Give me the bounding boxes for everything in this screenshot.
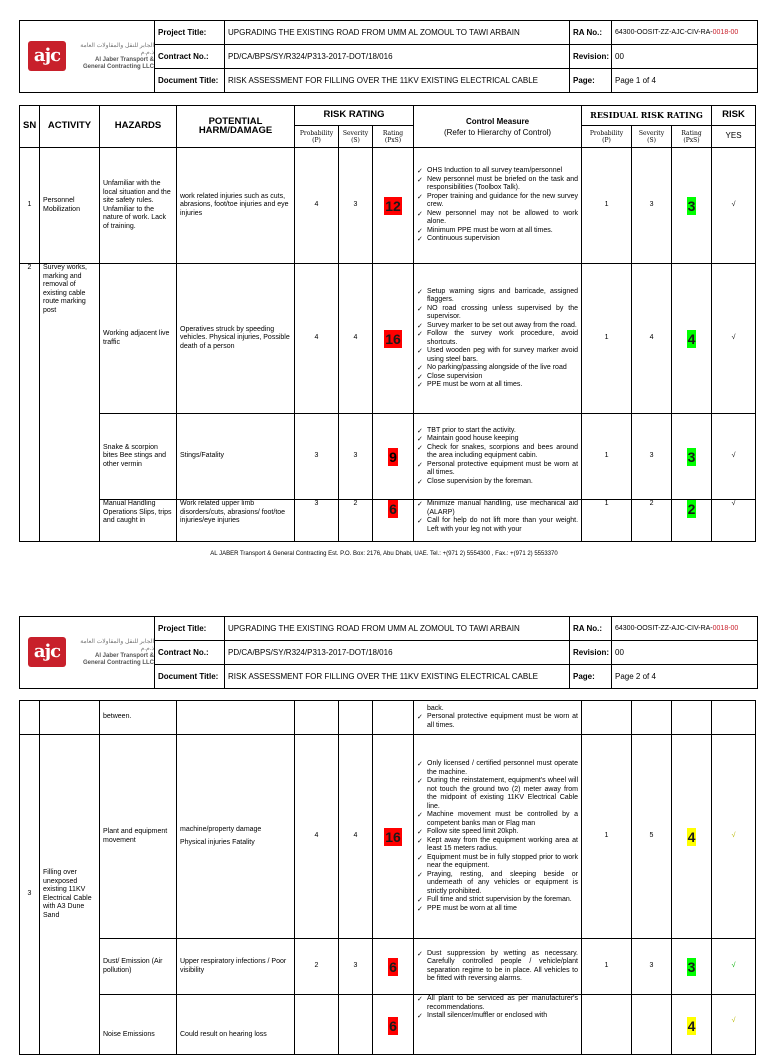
page-label: Page:	[570, 69, 612, 93]
residual-rating-badge: 4	[687, 330, 696, 347]
revision: 00	[612, 45, 758, 69]
control-item: ✓ Only licensed / certified personnel must operate the machine.	[417, 760, 578, 777]
contract-no-label: Contract No.:	[155, 45, 225, 69]
control-item: ✓ Survey marker to be set out away from the road.	[417, 322, 578, 331]
control-item: ✓ NO road crossing unless supervised by the supervisor.	[417, 305, 578, 322]
document-page-2	[0, 598, 768, 1039]
project-title-label: Project Title:	[155, 617, 225, 641]
control-item: ✓ PPE must be worn at all time	[417, 905, 578, 914]
table-row: 3 Filling over unexposed existing 11KV Electrical Cable with A3 Dune Sand Plant and equipment movement machine/property damage Physical injuries Fatality 4 4 16 ✓ Only licensed / certified personnel must operate the machine. ✓ During the reinstatement, equipment's wheel will not touch the ground two (2) meter away from the midpoint of existing 11KV Electrical Cable line. ✓ Machine movement must be controlled by a competent banks man or Flag man ✓ Follow site speed limit 20kph. ✓ Kept away from the equipment working area at least 15 meters radius. ✓ Equipment must be in fully stopped prior to work near the equipment. ✓ Praying, resting, and sleeping beside or underneath of any vehicles or equipment is strictly prohibited. ✓ Full time and strict supervision by the foreman. ✓ PPE must be worn at all time 1 5 4 √	[20, 735, 756, 939]
risk-rating-badge: 9	[389, 448, 397, 465]
table-row: Snake & scorpion bites Bee stings and other vermin Stings/Fatality 3 3 9 ✓ TBT prior to start the activity. ✓ Maintain good house keeping ✓ Check for snakes, scorpions and bees around the area including equipment cabin. ✓ Personal protective equipment must be worn at all times. ✓ Close supervision by the foreman. 1 3 3 √	[20, 414, 756, 500]
control-list	[417, 427, 578, 487]
control-item: ✓ Personal protective equipment must be worn at all times.	[417, 713, 578, 730]
control-item: ✓ Praying, resting, and sleeping beside or underneath of any vehicles or equipment is strictly prohibited.	[417, 871, 578, 897]
contract-no: PD/CA/BPS/SY/R324/P313-2017-DOT/18/016	[225, 45, 570, 69]
table-row: between. back. ✓ Personal protective equipment must be worn at all times.	[20, 701, 756, 735]
control-item: ✓ Minimize manual handling, use mechanical aid (ALARP)	[417, 500, 578, 517]
control-item: ✓ Personal protective equipment must be worn at all times.	[417, 461, 578, 478]
control-item: ✓ Minimum PPE must be worn at all times.	[417, 227, 578, 236]
ra-no-label: RA No.:	[570, 617, 612, 641]
residual-rating-badge: 3	[687, 448, 696, 465]
control-item: ✓ Used wooden peg with for survey marker avoid using steel bars.	[417, 347, 578, 364]
col-hazards: HAZARDS	[100, 106, 177, 148]
ajc-logo-mark: ajc	[28, 41, 66, 71]
col-risk-rating: RISK RATING	[295, 106, 414, 126]
risk-rating-badge: 12	[385, 197, 401, 214]
document-title-label: Document Title:	[155, 69, 225, 93]
page-number: Page 1 of 4	[612, 69, 758, 93]
col-severity: Severity (S)	[339, 126, 373, 148]
col-probability: Probability (P)	[295, 126, 339, 148]
control-item: ✓ Kept away from the equipment working area at least 15 meters radius.	[417, 837, 578, 854]
ra-no: 64300-OOSIT-ZZ-AJC-CIV-RA-0018-00	[612, 21, 758, 45]
col-res-probability: Probability (P)	[582, 126, 632, 148]
company-logo	[20, 623, 154, 683]
control-list	[417, 760, 578, 913]
logo-text: الجابر للنقل والمقاولات العامة ذ.م.م Al Jaber Transport & General Contracting LLC	[80, 42, 154, 70]
page-footer: AL JABER Transport & General Contracting Est. P.O. Box: 2176, Abu Dhabi, UAE. Tel.: +(971 2) 5554300 , Fax.: +(971 2) 5553370	[210, 551, 558, 557]
control-list	[417, 995, 578, 1021]
control-item: ✓ Continuous supervision	[417, 235, 578, 244]
logo-cell	[20, 617, 155, 689]
control-list	[417, 288, 578, 390]
control-item: ✓ New personnel must be briefed on the task and responsibilities (Toolbox Talk).	[417, 176, 578, 193]
risk-assessment-table-2	[19, 700, 756, 1055]
page-label: Page:	[570, 665, 612, 689]
project-title: UPGRADING THE EXISTING ROAD FROM UMM AL ZOMOUL TO TAWI ARBAIN	[225, 21, 570, 45]
company-logo	[20, 27, 154, 87]
residual-rating-badge: 4	[687, 828, 696, 845]
residual-rating-badge: 3	[687, 197, 696, 214]
table-row: Manual Handling Operations Slips, trips and caught in Work related upper limb disorders/cuts, abrasions/ foot/toe injuries/eye injuries 3 2 6 ✓ Minimize manual handling, use mechanical aid (ALARP) ✓ Call for help do not lift more than your weight. Left with your leg not with your 1 2 2 √	[20, 500, 756, 542]
risk-rating-badge: 16	[385, 828, 401, 845]
control-item: ✓ Proper training and guidance for the new survey crew.	[417, 193, 578, 210]
col-rating: Rating (PxS)	[373, 126, 414, 148]
ra-no-label: RA No.:	[570, 21, 612, 45]
col-res-severity: Severity (S)	[632, 126, 672, 148]
control-list	[417, 500, 578, 534]
col-harm: POTENTIAL HARM/DAMAGE	[177, 106, 295, 148]
document-title: RISK ASSESSMENT FOR FILLING OVER THE 11KV EXISTING ELECTRICAL CABLE	[225, 69, 570, 93]
ra-no: 64300-OOSIT-ZZ-AJC-CIV-RA-0018-00	[612, 617, 758, 641]
revision-label: Revision:	[570, 45, 612, 69]
control-item: ✓ Dust suppression by wetting as necessary. Carefully controlled people / vehicle/plant separation regime to be in place. All vehicles to be fitted with reversing alarms.	[417, 950, 578, 984]
logo-text: الجابر للنقل والمقاولات العامة ذ.م.م Al Jaber Transport & General Contracting LLC	[80, 638, 154, 666]
revision-label: Revision:	[570, 641, 612, 665]
control-list	[417, 950, 578, 984]
risk-rating-badge: 16	[385, 330, 401, 347]
table-row: Noise Emissions Could result on hearing loss 6 ✓ All plant to be serviced as per manufacturer's recommendations. ✓ Install silencer/muffler or enclosed with 4 √	[20, 995, 756, 1055]
table-row: 1 Personnel Mobilization Unfamiliar with the local situation and the site safety rules. Unfamiliar to the nature of work. Lack of training. work related injuries such as cuts, abrasions, foot/toe injuries and eye injuries 4 3 12 ✓ OHS Induction to all survey team/personnel ✓ New personnel must be briefed on the task and responsibilities (Toolbox Talk). ✓ Proper training and guidance for the new survey crew. ✓ New personnel may not be allowed to work alone. ✓ Minimum PPE must be worn at all times. ✓ Continuous supervision 1 3 3 √	[20, 148, 756, 264]
ajc-logo-mark: ajc	[28, 637, 66, 667]
project-title: UPGRADING THE EXISTING ROAD FROM UMM AL ZOMOUL TO TAWI ARBAIN	[225, 617, 570, 641]
table-row: Dust/ Emission (Air pollution) Upper respiratory infections / Poor visibility 2 3 6 ✓ Dust suppression by wetting as necessary. Carefully controlled people / vehicle/plant separation regime to be in place. All vehicles to be fitted with reversing alarms. 1 3 3 √	[20, 939, 756, 995]
control-list	[417, 167, 578, 244]
residual-rating-badge: 2	[687, 501, 696, 517]
document-header	[19, 616, 758, 689]
control-item: ✓ No parking/passing alongside of the live road	[417, 364, 578, 373]
control-item: ✓ PPE must be worn at all times.	[417, 381, 578, 390]
control-item: ✓ Equipment must be in fully stopped prior to work near the equipment.	[417, 854, 578, 871]
control-item: ✓ Follow the survey work procedure, avoid shortcuts.	[417, 330, 578, 347]
control-item: ✓ During the reinstatement, equipment's wheel will not touch the ground two (2) meter away from the midpoint of existing 11KV Electrical Cable line.	[417, 777, 578, 811]
control-item: ✓ TBT prior to start the activity.	[417, 427, 578, 436]
risk-rating-badge: 6	[389, 1018, 397, 1034]
document-title-label: Document Title:	[155, 665, 225, 689]
residual-rating-badge: 4	[687, 1018, 696, 1034]
logo-cell	[20, 21, 155, 93]
risk-assessment-table-1	[19, 105, 756, 542]
document-header	[19, 20, 758, 93]
control-item: ✓ Check for snakes, scorpions and bees around the area including equipment cabin.	[417, 444, 578, 461]
control-item: ✓ OHS Induction to all survey team/personnel	[417, 167, 578, 176]
col-residual: RESIDUAL RISK RATING	[582, 106, 712, 126]
col-sn: SN	[20, 106, 40, 148]
control-item: ✓ Full time and strict supervision by the foreman.	[417, 896, 578, 905]
control-item: ✓ Follow site speed limit 20kph.	[417, 828, 578, 837]
control-item: ✓ Machine movement must be controlled by a competent banks man or Flag man	[417, 811, 578, 828]
control-item: ✓ Close supervision by the foreman.	[417, 478, 578, 487]
col-res-rating: Rating (PxS)	[672, 126, 712, 148]
control-item: ✓ Install silencer/muffler or enclosed with	[417, 1012, 578, 1021]
risk-rating-badge: 6	[389, 501, 397, 517]
col-control: Control Measure (Refer to Hierarchy of Control)	[414, 106, 582, 148]
contract-no: PD/CA/BPS/SY/R324/P313-2017-DOT/18/016	[225, 641, 570, 665]
control-item: ✓ Close supervision	[417, 373, 578, 382]
control-item: ✓ Maintain good house keeping	[417, 435, 578, 444]
col-risk: RISK	[712, 106, 756, 126]
project-title-label: Project Title:	[155, 21, 225, 45]
control-list	[417, 713, 578, 730]
page-number: Page 2 of 4	[612, 665, 758, 689]
risk-rating-badge: 6	[389, 958, 397, 975]
control-item: ✓ New personnel may not be allowed to work alone.	[417, 210, 578, 227]
col-activity: ACTIVITY	[40, 106, 100, 148]
document-title: RISK ASSESSMENT FOR FILLING OVER THE 11KV EXISTING ELECTRICAL CABLE	[225, 665, 570, 689]
control-item: ✓ Setup warning signs and barricade, assigned flaggers.	[417, 288, 578, 305]
col-yes: YES	[712, 126, 756, 148]
control-item: ✓ All plant to be serviced as per manufacturer's recommendations.	[417, 995, 578, 1012]
contract-no-label: Contract No.:	[155, 641, 225, 665]
residual-rating-badge: 3	[687, 958, 696, 975]
control-item: ✓ Call for help do not lift more than your weight. Left with your leg not with your	[417, 517, 578, 534]
table-row: 2 Survey works, marking and removal of existing cable route marking post Working adjacent live traffic Operatives struck by speeding vehicles. Physical injuries, Possible death of a person 4 4 16 ✓ Setup warning signs and barricade, assigned flaggers. ✓ NO road crossing unless supervised by the supervisor. ✓ Survey marker to be set out away from the road. ✓ Follow the survey work procedure, avoid shortcuts. ✓ Used wooden peg with for survey marker avoid using steel bars. ✓ No parking/passing alongside of the live road ✓ Close supervision ✓ PPE must be worn at all times. 1 4 4 √	[20, 264, 756, 414]
revision: 00	[612, 641, 758, 665]
